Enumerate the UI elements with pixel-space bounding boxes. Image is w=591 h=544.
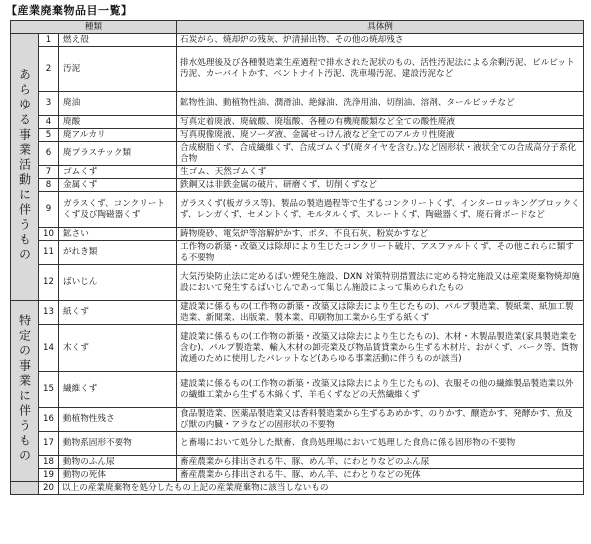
row-number: 9 bbox=[39, 192, 59, 228]
row-type: 廃酸 bbox=[59, 116, 177, 129]
row-type: 金属くず bbox=[59, 179, 177, 192]
row-example: 排水処理後及び各種製造業生産過程で排水された泥状のもの、活性汚泥法による余剰汚泥、ビルピット汚泥、カーバイトかす、ベントナイト汚泥、洗車場汚泥、建設汚泥など bbox=[177, 47, 584, 92]
row-number: 11 bbox=[39, 241, 59, 265]
table-row bbox=[11, 265, 584, 301]
row-number: 7 bbox=[39, 166, 59, 179]
table-row bbox=[11, 301, 584, 325]
row-example: ガラスくず(板ガラス等)、製品の製造過程等で生ずるコンクリートくず、インターロッキングブロックくず、レンガくず、セメントくず、モルタルくず、スレートくず、陶磁器くず、廃石膏ボードなど bbox=[177, 192, 584, 228]
table-row bbox=[11, 179, 584, 192]
row-example: 建設業に係るもの(工作物の新築・改築又は除去により生じたもの)、パルプ製造業、製紙業、紙加工製造業、新聞業、出版業、製本業、印刷物加工業から生ずる紙くず bbox=[177, 301, 584, 325]
table-row bbox=[11, 482, 584, 495]
row-type: 動物系固形不要物 bbox=[59, 432, 177, 456]
row-example: 食品製造業、医薬品製造業又は香料製造業から生ずるあめかす、のりかす、醸造かす、発酵かす、魚及び獣の内臓・アラなどの固形状の不要物 bbox=[177, 408, 584, 432]
row-type: 燃え殻 bbox=[59, 34, 177, 47]
table-row bbox=[11, 47, 584, 92]
table-row bbox=[11, 129, 584, 142]
table-row bbox=[11, 325, 584, 372]
row-type: 繊維くず bbox=[59, 372, 177, 408]
table-row bbox=[11, 241, 584, 265]
row-type: ゴムくず bbox=[59, 166, 177, 179]
row-type: ガラスくず、コンクリートくず及び陶磁器くず bbox=[59, 192, 177, 228]
row-example: 鉱物性油、動植物性油、潤滑油、絶縁油、洗浄用油、切削油、溶剤、タールピッチなど bbox=[177, 92, 584, 116]
row-number: 1 bbox=[39, 34, 59, 47]
row-example: と畜場において処分した獣畜、食鳥処理場において処理した食鳥に係る固形物の不要物 bbox=[177, 432, 584, 456]
row-number: 13 bbox=[39, 301, 59, 325]
table-row bbox=[11, 228, 584, 241]
row-example: 写真定着廃液、廃硫酸、廃塩酸、各種の有機廃酸類など全ての酸性廃液 bbox=[177, 116, 584, 129]
row-example: 合成樹脂くず、合成繊維くず、合成ゴムくず(廃タイヤを含む。)など固形状・液状全ての合成高分子系化合物 bbox=[177, 142, 584, 166]
table-row bbox=[11, 116, 584, 129]
row-type: 動植物性残さ bbox=[59, 408, 177, 432]
row-example: 写真現像廃液、廃ソーダ液、金属せっけん液など全てのアルカリ性廃液 bbox=[177, 129, 584, 142]
table-row bbox=[11, 372, 584, 408]
row-number: 12 bbox=[39, 265, 59, 301]
row-example: 畜産農業から排出される牛、豚、めん羊、にわとりなどの死体 bbox=[177, 469, 584, 482]
row-number: 8 bbox=[39, 179, 59, 192]
row-number: 2 bbox=[39, 47, 59, 92]
row-type: 廃プラスチック類 bbox=[59, 142, 177, 166]
header-type: 種類 bbox=[11, 21, 177, 34]
table-row bbox=[11, 469, 584, 482]
row-example: 大気汚染防止法に定めるばい煙発生施設、DXN 対策特別措置法に定める特定施設又は産業廃棄物焼却施設において発生するばいじんであって集じん施設によって集められたもの bbox=[177, 265, 584, 301]
row-example: 鉄鋼又は非鉄金属の破片、研磨くず、切削くずなど bbox=[177, 179, 584, 192]
table-header-row bbox=[11, 21, 584, 34]
row-example: 工作物の新築・改築又は除却により生じたコンクリート破片、アスファルトくず、その他これらに類する不要物 bbox=[177, 241, 584, 265]
row-number: 5 bbox=[39, 129, 59, 142]
header-example: 具体例 bbox=[177, 21, 584, 34]
row-number: 4 bbox=[39, 116, 59, 129]
row-type: 鉱さい bbox=[59, 228, 177, 241]
group-business-label: あらゆる事業活動に伴うもの bbox=[17, 67, 32, 263]
row-number: 3 bbox=[39, 92, 59, 116]
row-example: 建設業に係るもの(工作物の新築・改築又は除去により生じたもの)、木材・木製品製造業(家具製造業を含む)、パルプ製造業、輸入木材の卸売業及び物品賃貸業から生ずる木材片、おがくず、バーク等、貨物流通のために使用したパレットなど(あらゆる事業活動に伴うものが該当) bbox=[177, 325, 584, 372]
row-type: 紙くず bbox=[59, 301, 177, 325]
row-number: 15 bbox=[39, 372, 59, 408]
table-row bbox=[11, 456, 584, 469]
table-row bbox=[11, 142, 584, 166]
row-type: ばいじん bbox=[59, 265, 177, 301]
row-number: 20 bbox=[39, 482, 59, 495]
row-number: 17 bbox=[39, 432, 59, 456]
row-example: 生ゴム、天然ゴムくず bbox=[177, 166, 584, 179]
row-type: 廃油 bbox=[59, 92, 177, 116]
row-example: 以上の産業廃棄物を処分したもの上記の産業廃棄物に該当しないもの bbox=[59, 482, 584, 495]
group-specific bbox=[11, 301, 39, 482]
row-example: 畜産農業から排出される牛、豚、めん羊、にわとりなどのふん尿 bbox=[177, 456, 584, 469]
row-number: 6 bbox=[39, 142, 59, 166]
row-number: 18 bbox=[39, 456, 59, 469]
table-row bbox=[11, 166, 584, 179]
group-blank bbox=[11, 482, 39, 495]
table-row bbox=[11, 192, 584, 228]
row-type: 廃アルカリ bbox=[59, 129, 177, 142]
row-example: 建設業に係るもの(工作物の新築・改築又は除去により生じたもの)、衣服その他の繊維製品製造業以外の繊維工業から生ずる木綿くず、羊毛くずなどの天然繊維くず bbox=[177, 372, 584, 408]
row-example: 石炭がら、焼却炉の残灰、炉清掃出物、その他の焼却残さ bbox=[177, 34, 584, 47]
table-row bbox=[11, 408, 584, 432]
row-number: 19 bbox=[39, 469, 59, 482]
row-example: 鋳物廃砂、電気炉等溶解炉かす、ボタ、不良石灰、粉炭かすなど bbox=[177, 228, 584, 241]
waste-table bbox=[10, 20, 584, 495]
row-type: 動物の死体 bbox=[59, 469, 177, 482]
row-number: 10 bbox=[39, 228, 59, 241]
row-type: 動物のふん尿 bbox=[59, 456, 177, 469]
row-type: 汚泥 bbox=[59, 47, 177, 92]
table-row bbox=[11, 92, 584, 116]
page-title: 【産業廃棄物品目一覧】 bbox=[6, 4, 133, 17]
row-number: 16 bbox=[39, 408, 59, 432]
row-type: がれき類 bbox=[59, 241, 177, 265]
group-specific-label: 特定の事業に伴うもの bbox=[17, 314, 32, 464]
table-row bbox=[11, 432, 584, 456]
group-business bbox=[11, 34, 39, 301]
row-type: 木くず bbox=[59, 325, 177, 372]
table-row bbox=[11, 34, 584, 47]
row-number: 14 bbox=[39, 325, 59, 372]
